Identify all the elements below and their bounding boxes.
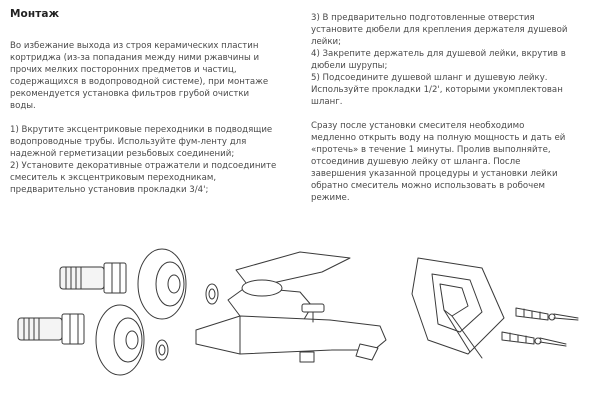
right-column — [311, 12, 593, 216]
step-3-paragraph: 3) В предварительно подготовленные отверстия установите дюбели для крепления держателя душевой лейки; — [311, 13, 568, 47]
step-1-paragraph: 1) Вкрутите эксцентриковые переходники в подводящие водопроводные трубы. Используйте фум-ленту для надежной герметизации резьбовых соединений; — [10, 125, 273, 159]
section-title: Монтаж — [10, 8, 60, 20]
intro-paragraph: Во избежание выхода из строя керамических пластин кортриджа (из-за попадания между ними ржавчины и прочих мелких посторонних предметов и частиц, содержащихся в водопроводной системе), при монтаже рекомендуется установка фильтров грубой очистки воды. — [10, 41, 269, 111]
step-2-paragraph: 2) Установите декоративные отражатели и подсоедините смеситель к эксцентриковым переходникам, предварительно установив прокладки 3/4'; — [10, 161, 277, 195]
step-5-paragraph: 5) Подсоедините душевой шланг и душевую лейку. Используйте прокладки 1/2', которыми укомплектован шланг. — [311, 73, 563, 107]
gasket-bottom — [156, 340, 168, 360]
step-4-paragraph: 4) Закрепите держатель для душевой лейки, вкрутив в дюбели шурупы; — [311, 49, 566, 71]
shower-holder-assembly — [412, 258, 504, 358]
decorative-reflector-bottom — [96, 305, 144, 375]
dowel-bottom — [502, 332, 566, 346]
dowel-top — [516, 308, 578, 320]
installation-diagram — [0, 232, 600, 407]
flush-note-paragraph: Сразу после установки смесителя необходимо медленно открыть воду на полную мощность и дать ей «протечь» в течение 1 минуты. Пролив выполняйте, отсоединив душевую лейку от шланга. После завершения указанной процедуры и установки лейки обратно смеситель можно использовать в робочем режиме. — [311, 121, 566, 203]
decorative-reflector-top — [138, 249, 186, 319]
eccentric-adapter-top — [60, 263, 126, 293]
gasket-top — [206, 284, 218, 304]
mixer-body — [196, 252, 386, 362]
eccentric-adapter-bottom — [18, 314, 84, 344]
left-column — [10, 40, 292, 208]
